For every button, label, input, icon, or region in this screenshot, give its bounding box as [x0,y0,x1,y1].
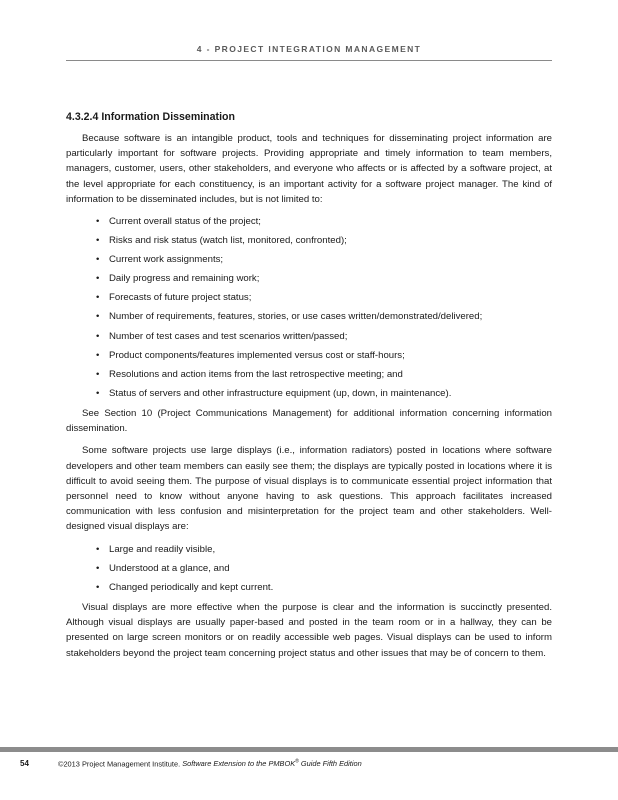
list-item: • Large and readily visible, [96,542,552,557]
page-number: 54 [20,759,29,769]
displays-paragraph: Some software projects use large displays (i.e., information radiators) posted in locations where software developers and other team members can easily see them; the displays are typically posted in locations where it is difficult to avoid seeing them. The purpose of visual displays is to communicate essential project information that personnel need to know without anyone having to ask questions. This approach facilitates increased communication with less confusion and misinterpretation for the project team and other stakeholders. Well-designed visual displays are: [66,445,552,533]
list-item: • Forecasts of future project status; [96,290,552,305]
section-heading: 4.3.2.4 Information Dissemination [66,111,235,123]
list-item: • Daily progress and remaining work; [96,271,552,286]
see-section-paragraph: See Section 10 (Project Communications Management) for additional information concerning information dissemination. [66,408,552,435]
book-title [182,759,362,768]
list-item: • Number of requirements, features, stories, or use cases written/demonstrated/delivered; [96,309,552,324]
list-item: • Understood at a glance, and [96,561,552,576]
book-title-text: Software Extension to the PMBOK [182,759,296,769]
closing-paragraph: Visual displays are more effective when the purpose is clear and the information is succinctly presented. Although visual displays are usually paper-based and posted in the team room or in a hallway, they can be presented on large screen monitors or on readily accessible web pages. Visual displays can be used to inform stakeholders beyond the project team concerning project status and other issues that may be of concern to them. [66,602,552,659]
page-footer [20,759,598,768]
list-item: • Product components/features implemented versus cost or staff-hours; [96,348,552,363]
intro-paragraph: Because software is an intangible product, tools and techniques for disseminating project information are particularly important for software projects. Providing appropriate and timely information to team members, managers, customer, users, other stakeholders, and everyone who affects or is affected by a software project, at the level appropriate for each constituency, is an important activity for a software project manager. The kind of information to be disseminated includes, but is not limited to: [66,133,552,205]
list-item: • Current overall status of the project; [96,214,552,229]
list-item: • Risks and risk status (watch list, monitored, confronted); [96,233,552,248]
header-divider [66,60,552,61]
footer-bar [0,747,618,752]
running-head: 4 - PROJECT INTEGRATION MANAGEMENT [196,44,422,54]
page-content [66,110,552,668]
information-list [66,214,552,401]
list-item: • Status of servers and other infrastructure equipment (up, down, in maintenance). [96,386,552,401]
list-item: • Resolutions and action items from the last retrospective meeting; and [96,367,552,382]
list-item: • Number of test cases and test scenarios written/passed; [96,329,552,344]
registered-mark: ® [295,759,299,765]
display-qualities-list [66,542,552,595]
copyright-text: ©2013 Project Management Institute. [58,759,183,769]
book-title-suffix: Guide Fifth Edition [298,759,362,769]
list-item: • Changed periodically and kept current. [96,580,552,595]
list-item: • Current work assignments; [96,252,552,267]
